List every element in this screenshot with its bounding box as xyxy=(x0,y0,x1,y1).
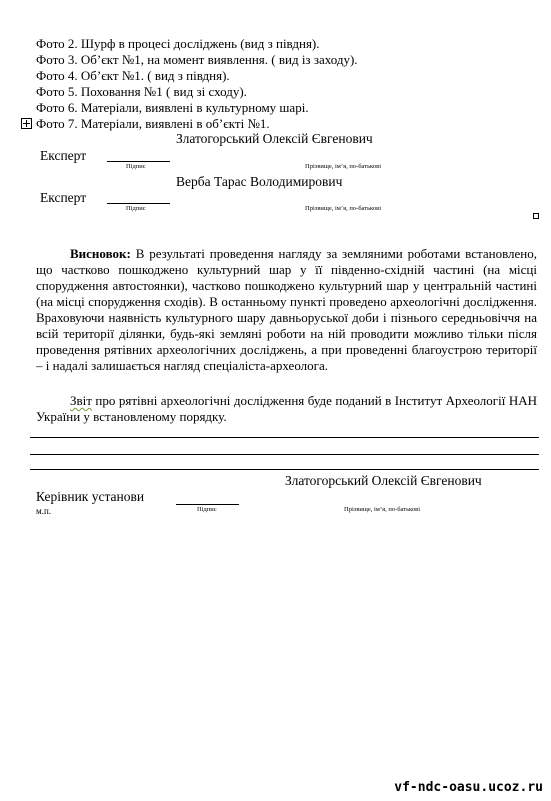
blank-line xyxy=(30,469,539,470)
expert-label: Експерт xyxy=(40,148,87,163)
blank-line xyxy=(30,437,539,438)
signature-line xyxy=(176,504,239,505)
director-label: Керівник установи xyxy=(36,489,145,504)
name-caption: Прізвище, ім’я, по-батькові xyxy=(305,205,382,212)
site-watermark: vf-ndc-oasu.ucoz.ru xyxy=(394,780,543,795)
photo-caption: Фото 2. Шурф в процесі досліджень (вид з півдня). xyxy=(36,36,320,51)
photo-caption: Фото 5. Поховання №1 ( вид зі сходу). xyxy=(36,84,247,99)
signature-line xyxy=(107,161,170,162)
report-text: про рятівні археологічні дослідження буде поданий в Інститут Археології НАН України у встановленому порядку. xyxy=(36,393,537,424)
report-paragraph xyxy=(36,393,537,425)
expert-label: Експерт xyxy=(40,190,87,205)
name-caption: Прізвище, ім’я, по-батькові xyxy=(344,506,421,513)
report-word: Звіт xyxy=(70,393,92,408)
photo-caption: Фото 4. Об’єкт №1. ( вид з півдня). xyxy=(36,68,230,83)
signature-caption: Підпис xyxy=(197,506,217,513)
table-move-handle-icon[interactable] xyxy=(21,118,32,129)
director-name: Златогорський Олексій Євгенович xyxy=(285,473,482,488)
signature-caption: Підпис xyxy=(126,163,146,170)
conclusion-paragraph xyxy=(36,246,537,374)
blank-line xyxy=(30,454,539,455)
expert-name: Златогорський Олексій Євгенович xyxy=(176,131,373,146)
expert-name: Верба Тарас Володимирович xyxy=(176,174,343,189)
signature-line xyxy=(107,203,170,204)
signature-caption: Підпис xyxy=(126,205,146,212)
seal-mark: м.п. xyxy=(36,506,52,516)
conclusion-heading: Висновок: xyxy=(70,246,131,261)
name-caption: Прізвище, ім’я, по-батькові xyxy=(305,163,382,170)
photo-caption: Фото 7. Матеріали, виявлені в об’єкті №1. xyxy=(36,116,270,131)
table-resize-handle-icon[interactable] xyxy=(533,213,539,219)
conclusion-text: В результаті проведення нагляду за земляними роботами встановлено, що частково пошкоджено культурний шар у її південно-східній частині (на місці спорудження автостоянки), частково пошкоджено культурний шар у центральній частині (на місці спорудження сходів). В останньому пункті проведено археологічні дослідження. Враховуючи наявність культурного шару давньоруської доби і пізнього середньовіччя на всій території ділянки, будь-які земляні роботи на ній проводити можливо тільки після проведення рятівних археологічних досліджень, а при проведенні благоустрою території – і надалі залишається нагляд спеціаліста-археолога. xyxy=(36,246,537,373)
photo-caption: Фото 6. Матеріали, виявлені в культурному шарі. xyxy=(36,100,309,115)
photo-caption: Фото 3. Об’єкт №1, на момент виявлення. ( вид із заходу). xyxy=(36,52,358,67)
